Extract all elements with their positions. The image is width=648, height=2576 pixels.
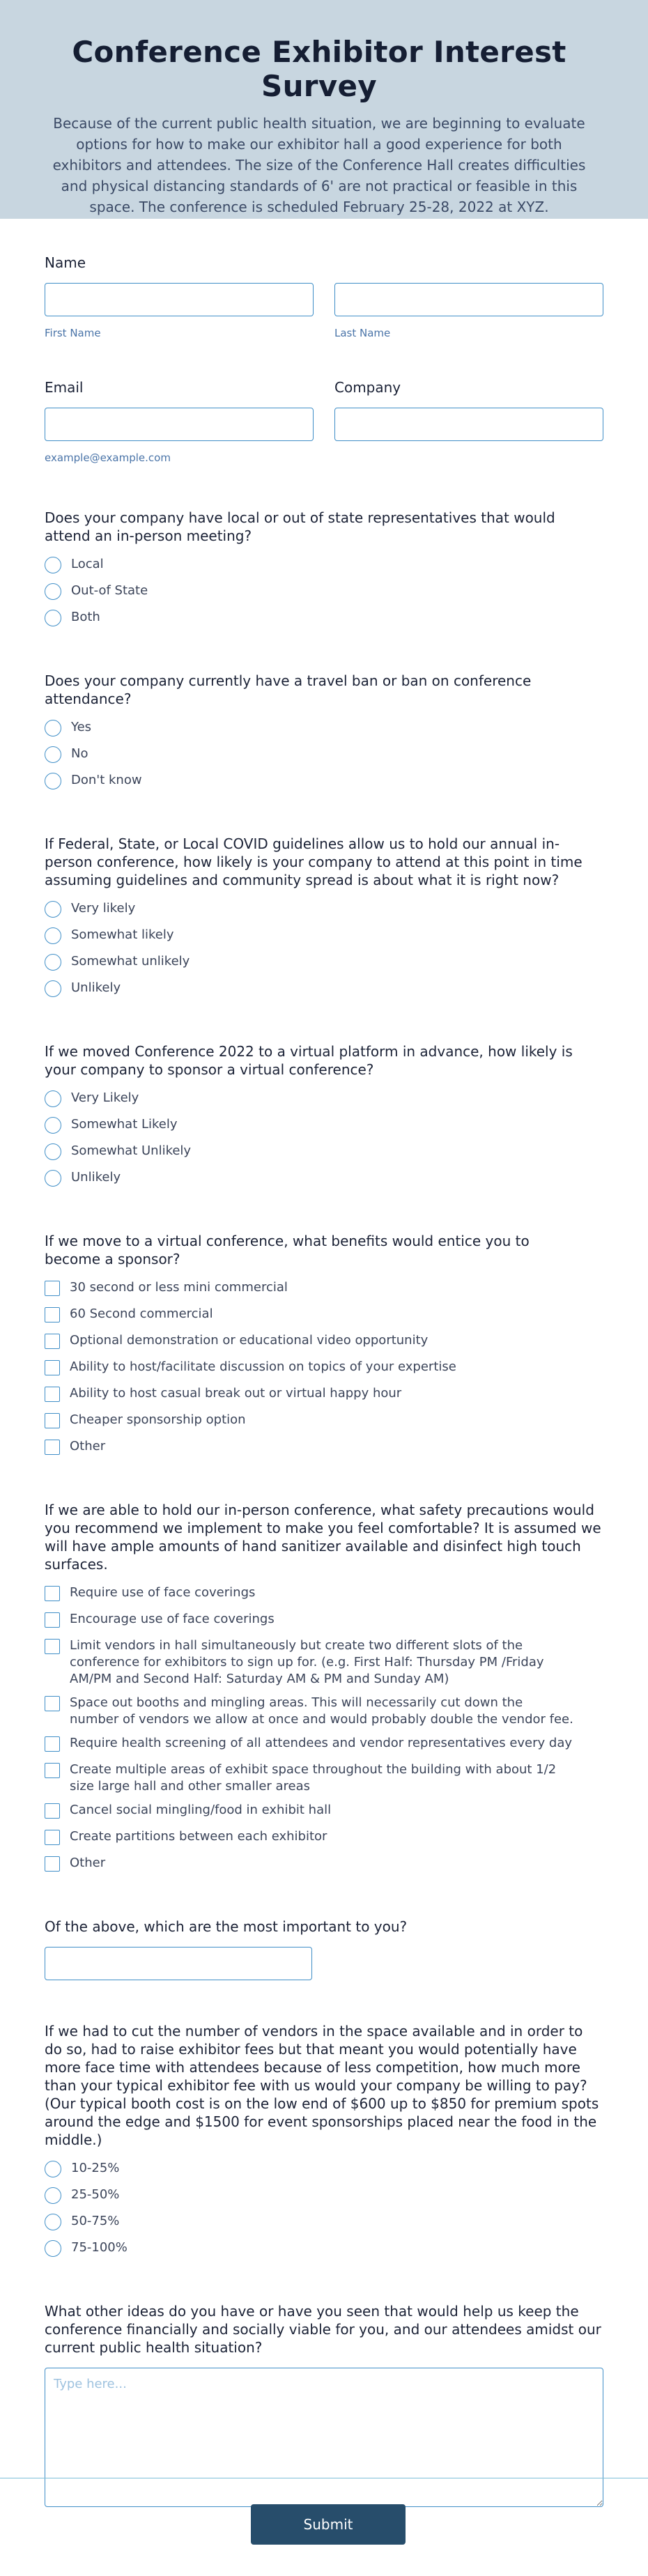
other-ideas-question [45, 2302, 603, 2507]
fee-increase-question [45, 2022, 603, 2259]
option-label: Somewhat Unlikely [71, 1143, 192, 1158]
radio-option[interactable] [45, 980, 603, 999]
virtual-benefits-question [45, 1232, 603, 1458]
checkbox[interactable] [45, 1763, 60, 1778]
representatives-label: Does your company have local or out of state representatives that would attend an in-person meeting? [45, 509, 555, 544]
safety-precautions-question [45, 1501, 603, 1874]
option-label: 60 Second commercial [70, 1306, 213, 1321]
radio-button[interactable] [45, 2187, 61, 2204]
most-important-label: Of the above, which are the most important to you? [45, 1918, 408, 1935]
company-label: Company [334, 379, 401, 396]
checkbox-option[interactable] [45, 1802, 576, 1821]
radio-option[interactable] [45, 1143, 576, 1162]
virtual-sponsor-label: If we moved Conference 2022 to a virtual platform in advance, how likely is your company to sponsor a virtual conference? [45, 1043, 573, 1078]
radio-button[interactable] [45, 720, 61, 736]
option-label: Create multiple areas of exhibit space throughout the building with about 1/2 size large hall and other smaller areas [70, 1762, 557, 1794]
checkbox[interactable] [45, 1612, 60, 1628]
option-label: 10-25% [71, 2161, 120, 2175]
radio-option[interactable] [45, 2186, 603, 2206]
checkbox[interactable] [45, 1830, 60, 1845]
option-label: Local [71, 557, 104, 571]
option-label: Very likely [71, 901, 136, 916]
checkbox-option[interactable] [45, 1584, 576, 1604]
safety-precautions-label: If we are able to hold our in-person conference, what safety precautions would you recommend we implement to make you feel comfortable? It is assumed we will have ample amounts of hand sanitizer available and disinfect high touch surfaces. [45, 1502, 601, 1573]
other-ideas-textarea[interactable] [45, 2368, 603, 2507]
form-header [0, 0, 648, 219]
radio-button[interactable] [45, 901, 61, 918]
checkbox[interactable] [45, 1803, 60, 1819]
checkbox-option[interactable] [45, 1306, 576, 1325]
checkbox[interactable] [45, 1639, 60, 1654]
option-label: Unlikely [71, 1170, 121, 1185]
checkbox[interactable] [45, 1440, 60, 1455]
email-label: Email [45, 379, 84, 396]
radio-button[interactable] [45, 954, 61, 971]
option-label: 30 second or less mini commercial [70, 1280, 288, 1295]
most-important-input[interactable] [45, 1947, 312, 1980]
survey-form [0, 219, 648, 2507]
checkbox[interactable] [45, 1586, 60, 1601]
checkbox[interactable] [45, 1856, 60, 1872]
radio-option[interactable] [45, 1169, 576, 1189]
radio-option[interactable] [45, 556, 562, 576]
radio-button[interactable] [45, 746, 61, 763]
checkbox[interactable] [45, 1360, 60, 1375]
option-label: Ability to host casual break out or virtual happy hour [70, 1386, 402, 1401]
radio-option[interactable] [45, 900, 603, 920]
radio-option[interactable] [45, 772, 603, 792]
last-name-sublabel: Last Name [334, 327, 391, 339]
checkbox-option[interactable] [45, 1637, 576, 1688]
radio-button[interactable] [45, 1143, 61, 1160]
option-label: Yes [71, 720, 92, 734]
option-label: Space out booths and mingling areas. This will necessarily cut down the number of vendors we allow at once and would probably double the vendor fee. [70, 1695, 573, 1727]
option-label: Optional demonstration or educational video opportunity [70, 1333, 429, 1348]
radio-option[interactable] [45, 2239, 603, 2259]
checkbox[interactable] [45, 1307, 60, 1322]
radio-button[interactable] [45, 1170, 61, 1187]
option-label: Limit vendors in hall simultaneously but create two different slots of the conference for exhibitors to sign up for. (e.g. First Half: Thursday PM /Friday AM/PM and Second Half: Saturday AM & PM and Sunday AM) [70, 1638, 544, 1686]
email-input[interactable] [45, 408, 314, 441]
option-label: Very Likely [71, 1090, 139, 1105]
checkbox[interactable] [45, 1696, 60, 1711]
checkbox[interactable] [45, 1736, 60, 1752]
email-question [45, 378, 314, 464]
representatives-question [45, 509, 603, 628]
radio-button[interactable] [45, 557, 61, 573]
checkbox-option[interactable] [45, 1385, 576, 1405]
option-label: 75-100% [71, 2240, 128, 2255]
radio-button[interactable] [45, 1090, 61, 1107]
option-label: Unlikely [71, 980, 121, 995]
option-label: 25-50% [71, 2187, 120, 2202]
email-company-row [45, 378, 603, 464]
checkbox-option[interactable] [45, 1359, 576, 1378]
option-label: Somewhat Likely [71, 1117, 178, 1132]
radio-button[interactable] [45, 1117, 61, 1134]
checkbox[interactable] [45, 1334, 60, 1349]
attendance-likelihood-question [45, 835, 603, 999]
last-name-col [334, 283, 603, 339]
option-label: Create partitions between each exhibitor [70, 1829, 327, 1844]
option-label: Cheaper sponsorship option [70, 1412, 246, 1427]
checkbox-option[interactable] [45, 1611, 576, 1630]
radio-button[interactable] [45, 583, 61, 600]
option-label: Require health screening of all attendees and vendor representatives every day [70, 1736, 573, 1750]
checkbox-option[interactable] [45, 1279, 576, 1299]
radio-option[interactable] [45, 953, 603, 973]
radio-button[interactable] [45, 2240, 61, 2257]
radio-option[interactable] [45, 719, 603, 739]
option-label: Out-of State [71, 583, 148, 598]
checkbox-option[interactable] [45, 1735, 576, 1754]
travel-ban-label: Does your company currently have a travel ban or ban on conference attendance? [45, 672, 532, 707]
option-label: Other [70, 1439, 106, 1453]
checkbox-option[interactable] [45, 1828, 576, 1848]
virtual-benefits-label: If we move to a virtual conference, what benefits would entice you to become a sponsor? [45, 1233, 530, 1267]
submit-button[interactable]: Submit [251, 2504, 406, 2545]
radio-option[interactable] [45, 583, 562, 602]
radio-button[interactable] [45, 927, 61, 944]
name-question [45, 219, 603, 339]
first-name-input[interactable] [45, 283, 314, 316]
most-important-question [45, 1918, 603, 1980]
radio-option[interactable] [45, 746, 603, 765]
radio-button[interactable] [45, 610, 61, 626]
other-ideas-label: What other ideas do you have or have you seen that would help us keep the conference financially and socially viable for you, and our attendees amidst our current public health situation? [45, 2303, 601, 2356]
option-label: Ability to host/facilitate discussion on topics of your expertise [70, 1359, 456, 1374]
checkbox[interactable] [45, 1281, 60, 1296]
form-description: Because of the current public health situation, we are beginning to evaluate options for how to make our exhibitor hall a good experience for both exhibitors and attendees. The size of the Conference Hall creates difficulties and physical distancing standards of 6' are not practical or feasible in this space. The conference is scheduled February 25-28, 2022 at XYZ. [52, 115, 586, 215]
radio-button[interactable] [45, 980, 61, 997]
checkbox[interactable] [45, 1387, 60, 1402]
option-label: No [71, 746, 88, 761]
radio-option[interactable] [45, 1090, 576, 1109]
travel-ban-question [45, 672, 603, 792]
checkbox-option[interactable] [45, 1761, 576, 1795]
fee-increase-label: If we had to cut the number of vendors in the space available and in order to do so, had to raise exhibitor fees but that meant you would potentially have more face time with attendees because of less competition, how much more than your typical exhibitor fee with us would your company be willing to pay? (Our typical booth cost is on the low end of $600 up to $850 for premium spots around the edge and $1500 for event sponsorships placed near the food in the middle.) [45, 2023, 599, 2148]
option-label: Other [70, 1856, 106, 1870]
checkbox-option[interactable] [45, 1438, 576, 1458]
checkbox-option[interactable] [45, 1695, 576, 1728]
first-name-col [45, 283, 314, 339]
checkbox[interactable] [45, 1413, 60, 1428]
company-input[interactable] [334, 408, 603, 441]
checkbox-option[interactable] [45, 1855, 576, 1874]
company-question [334, 378, 603, 464]
attendance-likelihood-label: If Federal, State, or Local COVID guidelines allow us to hold our annual in-person conference, how likely is your company to attend at this point in time assuming guidelines and community spread is about what it is right now? [45, 835, 583, 888]
radio-option[interactable] [45, 2160, 603, 2180]
option-label: Both [71, 610, 100, 624]
radio-option[interactable] [45, 927, 603, 946]
radio-option[interactable] [45, 1116, 576, 1136]
checkbox-option[interactable] [45, 1412, 576, 1431]
option-label: Don't know [71, 773, 142, 787]
option-label: Somewhat likely [71, 927, 174, 942]
virtual-sponsor-question [45, 1042, 603, 1189]
checkbox-option[interactable] [45, 1332, 576, 1352]
last-name-input[interactable] [334, 283, 603, 316]
radio-option[interactable] [45, 609, 562, 628]
radio-button[interactable] [45, 2214, 61, 2230]
name-label: Name [45, 254, 86, 271]
option-label: Cancel social mingling/food in exhibit hall [70, 1803, 332, 1817]
radio-button[interactable] [45, 773, 61, 789]
radio-button[interactable] [45, 2161, 61, 2177]
option-label: Encourage use of face coverings [70, 1612, 275, 1626]
form-title: Conference Exhibitor Interest Survey [72, 35, 566, 103]
first-name-sublabel: First Name [45, 327, 101, 339]
option-label: 50-75% [71, 2214, 120, 2228]
radio-option[interactable] [45, 2213, 603, 2232]
email-sublabel: example@example.com [45, 452, 171, 464]
option-label: Require use of face coverings [70, 1585, 256, 1600]
safety-options [45, 1584, 603, 1874]
option-label: Somewhat unlikely [71, 954, 190, 969]
